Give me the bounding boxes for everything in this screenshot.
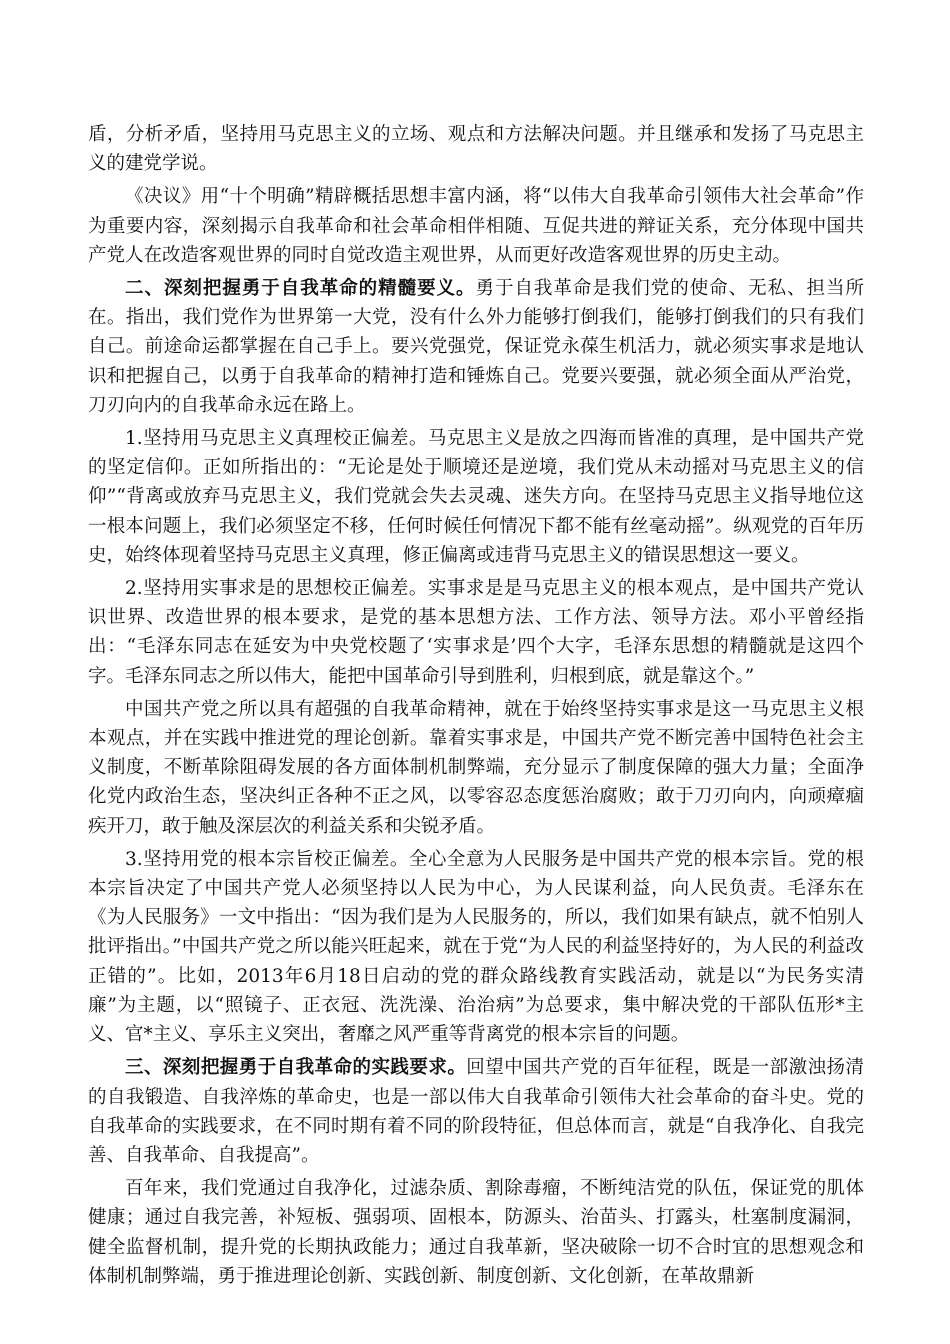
- paragraph-2: [88, 182, 864, 270]
- paragraph-text: 勇于自我革命是我们党的使命、无私、担当所在。指出，我们党作为世界第一大党，没有什么外力能够打倒我们，能够打倒我们的只有我们自己。前途命运都掌握在自己手上。要兴党强党，保证党永葆生机活力，就必须实事求是地认识和把握自己，以勇于自我革命的精神打造和锤炼自己。党要兴要强，就必须全面从严治党，刀刃向内的自我革命永远在路上。: [88, 278, 864, 416]
- paragraph-text: 2.坚持用实事求是的思想校正偏差。实事求是是马克思主义的根本观点，是中国共产党认识世界、改造世界的根本要求，是党的基本思想方法、工作方法、领导方法。邓小平曾经指出：“毛泽东同志在延安为中央党校题了‘实事求是’四个大字，毛泽东思想的精髓就是这四个字。毛泽东同志之所以伟大，能把中国革命引导到胜利，归根到底，就是靠这个。”: [88, 578, 864, 687]
- paragraph-1: [88, 120, 864, 178]
- paragraph-text: 百年来，我们党通过自我净化，过滤杂质、割除毒瘤，不断纯洁党的队伍，保证党的肌体健康；通过自我完善，补短板、强弱项、固根本，防源头、治苗头、打露头，杜塞制度漏洞，健全监督机制，提升党的长期执政能力；通过自我革新，坚决破除一切不合时宜的思想观念和体制机制弊端，勇于推进理论创新、实践创新、制度创新、文化创新，在革故鼎新: [88, 1178, 864, 1287]
- paragraph-text: 回望中国共产党的百年征程，既是一部激浊扬清的自我锻造、自我淬炼的革命史，也是一部以伟大自我革命引领伟大社会革命的奋斗史。党的自我革命的实践要求，在不同时期有着不同的阶段特征，但总体而言，就是“自我净化、自我完善、自我革命、自我提高”。: [88, 1057, 864, 1166]
- paragraph-6: [88, 695, 864, 841]
- paragraph-text: 1.坚持用马克思主义真理校正偏差。马克思主义是放之四海而皆准的真理，是中国共产党的坚定信仰。正如所指出的：“无论是处于顺境还是逆境，我们党从未动摇对马克思主义的信仰”“背离或放弃马克思主义，我们党就会失去灵魂、迷失方向。在坚持马克思主义指导地位这一根本问题上，我们必须坚定不移，任何时候任何情况下都不能有丝毫动摇”。纵观党的百年历史，始终体现着坚持马克思主义真理，修正偏离或违背马克思主义的错误思想这一要义。: [88, 428, 864, 566]
- section-heading: 三、深刻把握勇于自我革命的实践要求。: [125, 1057, 467, 1079]
- paragraph-point-1: [88, 424, 864, 570]
- paragraph-text: 盾，分析矛盾，坚持用马克思主义的立场、观点和方法解决问题。并且继承和发扬了马克思主义的建党学说。: [88, 124, 864, 175]
- document-page: [88, 120, 864, 1295]
- section-two-paragraph: [88, 274, 864, 420]
- paragraph-text: 3.坚持用党的根本宗旨校正偏差。全心全意为人民服务是中国共产党的根本宗旨。党的根本宗旨决定了中国共产党人必须坚持以人民为中心，为人民谋利益，向人民负责。毛泽东在《为人民服务》一文中指出：“因为我们是为人民服务的，所以，我们如果有缺点，就不怕别人批评指出。”中国共产党之所以能兴旺起来，就在于党“为人民的利益坚持好的，为人民的利益改正错的”。比如，2013年6月18日启动的党的群众路线教育实践活动，就是以“为民务实清廉”为主题，以“照镜子、正衣冠、洗洗澡、治治病”为总要求，集中解决党的干部队伍形*主义、官*主义、享乐主义突出，奢靡之风严重等背离党的根本宗旨的问题。: [88, 848, 864, 1046]
- section-heading: 二、深刻把握勇于自我革命的精髓要义。: [125, 278, 476, 300]
- paragraph-9: [88, 1174, 864, 1291]
- section-three-paragraph: [88, 1053, 864, 1170]
- paragraph-text: 《决议》用“十个明确”精辟概括思想丰富内涵，将“以伟大自我革命引领伟大社会革命”作为重要内容，深刻揭示自我革命和社会革命相伴相随、互促共进的辩证关系，充分体现中国共产党人在改造客观世界的同时自觉改造主观世界，从而更好改造客观世界的历史主动。: [88, 186, 864, 266]
- paragraph-point-2: [88, 574, 864, 691]
- paragraph-point-3: [88, 845, 864, 1049]
- paragraph-text: 中国共产党之所以具有超强的自我革命精神，就在于始终坚持实事求是这一马克思主义根本观点，并在实践中推进党的理论创新。靠着实事求是，中国共产党不断完善中国特色社会主义制度，不断革除阻碍发展的各方面体制机制弊端，充分显示了制度保障的强大力量；全面净化党内政治生态，坚决纠正各种不正之风，以零容忍态度惩治腐败；敢于刀刃向内，向顽瘴痼疾开刀，敢于触及深层次的利益关系和尖锐矛盾。: [88, 698, 864, 837]
